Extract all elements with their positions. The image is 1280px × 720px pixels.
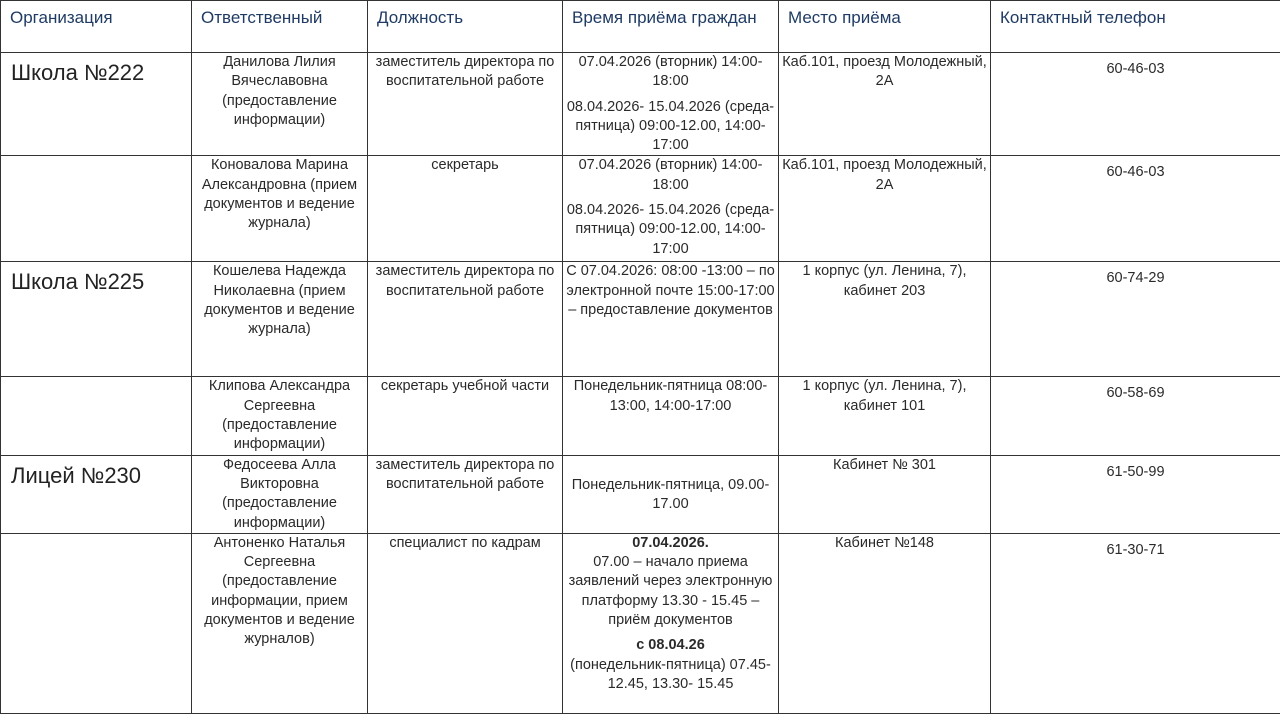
time-date-heading: с 08.04.26 — [636, 637, 705, 654]
time-text: (понедельник-пятница) 07.45-12.45, 13.30- 15.45 — [570, 656, 771, 692]
reception-place-cell: 1 корпус (ул. Ленина, 7), кабинет 203 — [779, 262, 991, 377]
phone-cell: 60-46-03 — [991, 53, 1280, 156]
time-text: 07.00 – начало приема заявлений через электронную платформу 13.30 - 15.45 – приём документов — [568, 554, 773, 629]
table-row — [1, 53, 1280, 156]
table-row — [1, 377, 1280, 455]
responsible-cell: Кошелева Надежда Николаевна (прием документов и ведение журнала) — [192, 262, 368, 377]
position-cell: заместитель директора по воспитательной работе — [368, 53, 563, 156]
phone-cell: 61-50-99 — [991, 455, 1280, 533]
reception-time-cell: Понедельник-пятница 08:00-13:00, 14:00-17:00 — [563, 377, 779, 455]
reception-time-cell: С 07.04.2026: 08:00 -13:00 – по электронной почте 15:00-17:00 – предоставление документов — [563, 262, 779, 377]
position-cell: секретарь учебной части — [368, 377, 563, 455]
time-date-heading: 07.04.2026. — [632, 534, 709, 551]
reception-place-cell: Кабинет №148 — [779, 533, 991, 713]
table-row — [1, 262, 1280, 377]
organization-cell — [1, 533, 192, 713]
time-text: 07.04.2026 (вторник) 14:00-18:00 — [578, 157, 763, 193]
phone-cell: 61-30-71 — [991, 533, 1280, 713]
table-row — [1, 156, 1280, 262]
responsible-cell: Коновалова Марина Александровна (прием документов и ведение журнала) — [192, 156, 368, 262]
header-position: Должность — [368, 1, 563, 53]
position-cell: заместитель директора по воспитательной работе — [368, 455, 563, 533]
responsible-cell: Данилова Лилия Вячеславовна (предоставление информации) — [192, 53, 368, 156]
reception-place-cell: Каб.101, проезд Молодежный, 2А — [779, 156, 991, 262]
responsible-cell: Клипова Александра Сергеевна (предоставление информации) — [192, 377, 368, 455]
reception-place-cell: 1 корпус (ул. Ленина, 7), кабинет 101 — [779, 377, 991, 455]
table-row — [1, 533, 1280, 713]
reception-place-cell: Кабинет № 301 — [779, 455, 991, 533]
responsible-cell: Антоненко Наталья Сергеевна (предоставление информации, прием документов и ведение журналов) — [192, 533, 368, 713]
header-reception-time: Время приёма граждан — [563, 1, 779, 53]
organization-cell — [1, 156, 192, 262]
header-responsible: Ответственный — [192, 1, 368, 53]
reception-time-cell — [563, 533, 779, 713]
position-cell: заместитель директора по воспитательной работе — [368, 262, 563, 377]
reception-time-cell: Понедельник-пятница, 09.00-17.00 — [563, 455, 779, 533]
reception-place-cell: Каб.101, проезд Молодежный, 2А — [779, 53, 991, 156]
organization-cell: Лицей №230 — [1, 455, 192, 533]
table-row — [1, 455, 1280, 533]
header-row — [1, 1, 1280, 53]
organization-cell: Школа №225 — [1, 262, 192, 377]
reception-time-cell — [563, 156, 779, 262]
organization-cell: Школа №222 — [1, 53, 192, 156]
header-org: Организация — [1, 1, 192, 53]
reception-time-cell — [563, 53, 779, 156]
responsible-cell: Федосеева Алла Викторовна (предоставление информации) — [192, 455, 368, 533]
position-cell: специалист по кадрам — [368, 533, 563, 713]
phone-cell: 60-58-69 — [991, 377, 1280, 455]
header-phone: Контактный телефон — [991, 1, 1280, 53]
header-reception-place: Место приёма — [779, 1, 991, 53]
time-text: 08.04.2026- 15.04.2026 (среда-пятница) 09:00-12.00, 14:00- 17:00 — [566, 98, 775, 154]
organization-cell — [1, 377, 192, 455]
phone-cell: 60-74-29 — [991, 262, 1280, 377]
position-cell: секретарь — [368, 156, 563, 262]
time-text: 08.04.2026- 15.04.2026 (среда-пятница) 09:00-12.00, 14:00- 17:00 — [566, 202, 775, 257]
phone-cell: 60-46-03 — [991, 156, 1280, 262]
time-text: 07.04.2026 (вторник) 14:00-18:00 — [578, 54, 763, 90]
